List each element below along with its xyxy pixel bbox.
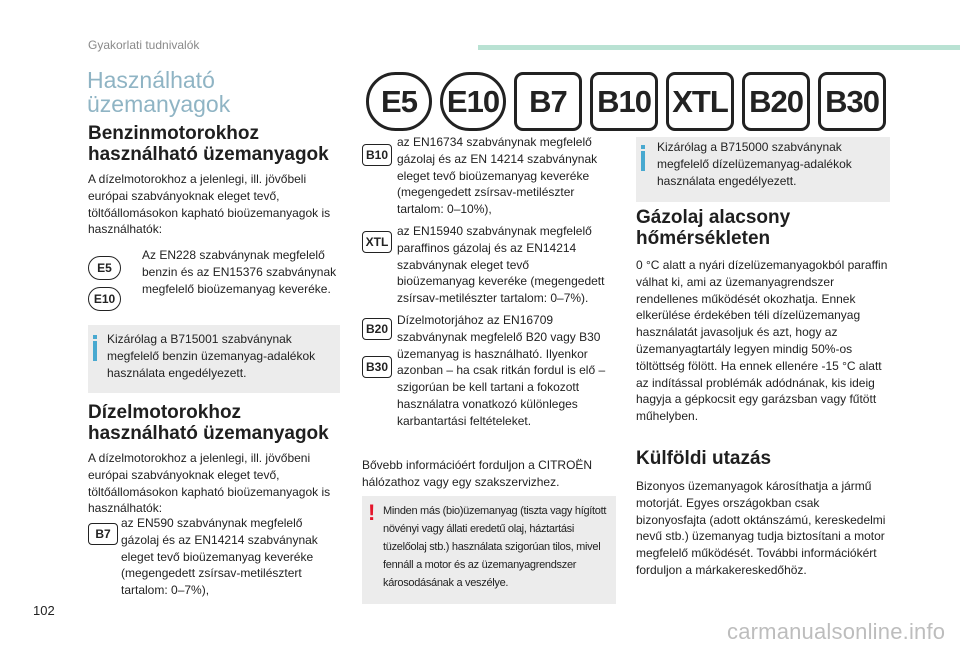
diesel-intro: A dízelmotorokhoz a jelenlegi, ill. jövőbeni európai szabványoknak eleget tevő, töltőállomásokon kapható bioüzemanyagok is használhatók: (88, 451, 331, 516)
cold-heading: Gázolaj alacsony hőmérsékleten (636, 207, 791, 249)
diesel-info-text: Kizárólag a B715000 szabványnak megfelelő dízelüzemanyag-adalékok használata engedélyezett. (657, 140, 852, 188)
e5-e10-description: Az EN228 szabványnak megfelelő benzin és az EN15376 szabványnak megfelelő bioüzemanyag keveréke. (142, 248, 337, 296)
e10-badge: E10 (88, 287, 121, 311)
xtl-badge: XTL (362, 231, 392, 253)
b10-description: az EN16734 szabványnak megfelelő gázolaj és az EN 14214 szabványnak eleget tevő bioüzemanyag keveréke (megengedett zsírsav-metilészter tartalom: 0–10%), (397, 135, 598, 217)
petrol-intro: A dízelmotorokhoz a jelenlegi, ill. jövőbeli európai szabványoknak eleget tevő, töltőállomásokon kapható bioüzemanyagok is használhatók: (88, 172, 331, 237)
info-icon (641, 151, 645, 171)
petrol-heading: Benzinmotorokhoz használható üzemanyagok (88, 123, 329, 165)
section-label: Gyakorlati tudnivalók (88, 38, 200, 52)
watermark: carmanualsonline.info (727, 619, 946, 644)
b20-badge: B20 (362, 318, 392, 340)
fuel-badge-b10: B10 (590, 72, 658, 131)
warning-box (362, 496, 616, 604)
more-info-text: Bővebb információért forduljon a CITROËN hálózathoz vagy egy szakszervizhez. (362, 458, 593, 489)
warning-icon: ! (368, 500, 376, 525)
petrol-info-box (88, 325, 340, 393)
fuel-badge-b7: B7 (514, 72, 582, 131)
petrol-info-text: Kizárólag a B715001 szabványnak megfelelő benzin üzemanyag-adalékok használata engedélyezett. (107, 332, 316, 380)
fuel-badge-e5: E5 (366, 72, 432, 131)
abroad-heading: Külföldi utazás (636, 448, 772, 469)
fuel-badge-e10: E10 (440, 72, 506, 131)
b7-description: az EN590 szabványnak megfelelő gázolaj és az EN14214 szabványnak eleget tevő bioüzemanyag keveréke (megengedett zsírsav-metilésztert tartalom: 0–7%), (121, 516, 318, 598)
warning-text: Minden más (bio)üzemanyag (tiszta vagy hígított növényi vagy állati eredetű olaj, háztartási tüzelőolaj stb.) használata szigorúan tilos, mivel fennáll a motor és az üzemanyagrendszer károsodásának a veszélye. (383, 505, 607, 589)
info-icon (93, 341, 97, 361)
fuel-badge-xtl: XTL (666, 72, 734, 131)
b20-b30-description: Dízelmotorjához az EN16709 szabványnak megfelelő B20 vagy B30 üzemanyag is használható. Ilyenkor azonban – ha csak ritkán fordul is elő – szigorúan be kell tartani a fokozott használatra vonatkozó különleges karbantartási feltételeket. (397, 313, 606, 428)
abroad-text: Bizonyos üzemanyagok károsíthatja a jármű motorját. Egyes országokban csak bizonyosfajta (adott oktánszámú, kereskedelmi nevű stb.) üzemanyag tudja biztosítani a motor megfelelő működését. További információkért forduljon a márkakereskedőhöz. (636, 479, 886, 577)
page-number: 102 (33, 603, 55, 618)
page-title: Használható üzemanyagok (87, 67, 231, 117)
diesel-heading: Dízelmotorokhoz használható üzemanyagok (88, 402, 329, 444)
fuel-badge-b30: B30 (818, 72, 886, 131)
fuel-badge-b20: B20 (742, 72, 810, 131)
xtl-description: az EN15940 szabványnak megfelelő paraffinos gázolaj és az EN14214 szabványnak eleget tevő bioüzemanyag keveréke (megengedett zsírsav-metilészter tartalom: 0–7%). (397, 224, 605, 306)
header-accent-bar (478, 45, 960, 50)
b7-badge: B7 (88, 523, 118, 545)
cold-text: 0 °C alatt a nyári dízelüzemanyagokból paraffin válhat ki, ami az üzemanyagrendszer rendellenes működését okozhatja. Ennek elkerülése érdekében téli dízelüzemanyag használatát javasoljuk és azt, hogy az üzemanyagtartály legyen mindig 50%-os töltöttség fölött. Ha ennek ellenére -15 °C alatt az indítással problémák adódnának, kis ideig hagyja a gépkocsit egy garázsban vagy fűtött műhelyben. (636, 258, 888, 424)
b10-badge: B10 (362, 144, 392, 166)
b30-badge: B30 (362, 356, 392, 378)
e5-badge: E5 (88, 256, 121, 280)
fuel-badge-row (366, 72, 886, 131)
diesel-info-box (636, 137, 890, 202)
